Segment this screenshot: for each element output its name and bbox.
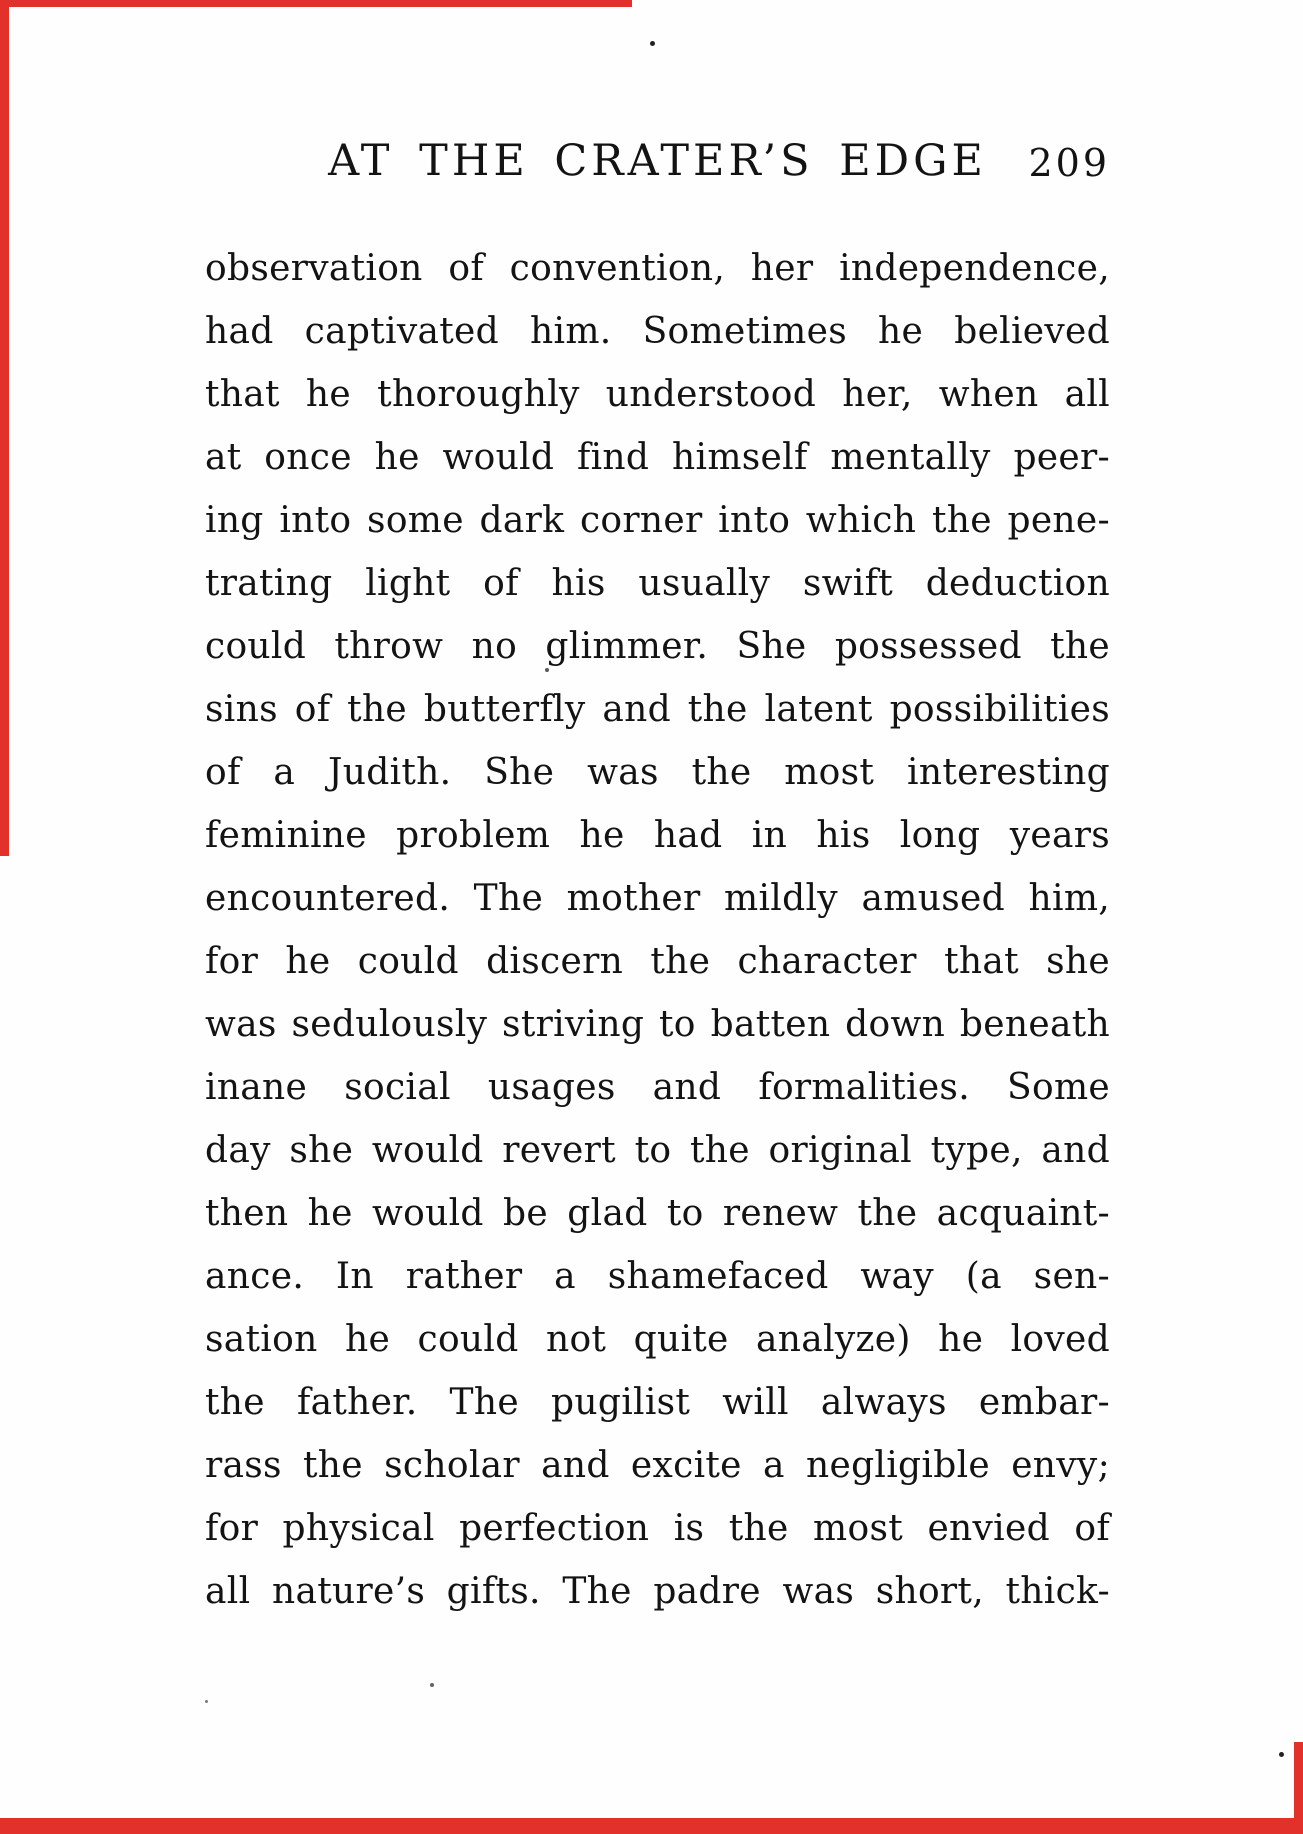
red-page-edge-right <box>1294 1742 1303 1834</box>
running-header <box>205 136 1110 200</box>
chapter-title: AT THE CRATER’S EDGE <box>328 136 987 186</box>
text-line: day she would revert to the original type, and <box>205 1130 1110 1171</box>
text-line: then he would be glad to renew the acquaint- <box>205 1193 1110 1234</box>
red-page-edge-bottom <box>0 1818 1303 1834</box>
text-line: of a Judith. She was the most interesting <box>205 752 1110 793</box>
text-line: had captivated him. Sometimes he believed <box>205 311 1110 352</box>
scan-speck <box>650 41 655 46</box>
text-line: for he could discern the character that she <box>205 941 1110 982</box>
text-line: at once he would find himself mentally peer- <box>205 437 1110 478</box>
text-line: ance. In rather a shamefaced way (a sen- <box>205 1256 1110 1297</box>
text-line: that he thoroughly understood her, when all <box>205 374 1110 415</box>
scan-speck <box>545 668 549 672</box>
text-line: feminine problem he had in his long years <box>205 815 1110 856</box>
body-text <box>205 237 1110 1623</box>
text-line: sins of the butterfly and the latent possibilities <box>205 689 1110 730</box>
scan-speck <box>1279 1752 1284 1757</box>
text-line: trating light of his usually swift deduction <box>205 563 1110 604</box>
text-line: inane social usages and formalities. Some <box>205 1067 1110 1108</box>
red-page-edge-left <box>0 0 9 856</box>
text-line: for physical perfection is the most envied of <box>205 1508 1110 1549</box>
text-line: was sedulously striving to batten down beneath <box>205 1004 1110 1045</box>
text-line: all nature’s gifts. The padre was short, thick- <box>205 1571 1110 1612</box>
page-number: 209 <box>1028 141 1110 185</box>
text-line: rass the scholar and excite a negligible envy; <box>205 1445 1110 1486</box>
text-line: the father. The pugilist will always embar- <box>205 1382 1110 1423</box>
text-line: sation he could not quite analyze) he loved <box>205 1319 1110 1360</box>
text-line: could throw no glimmer. She possessed the <box>205 626 1110 667</box>
scan-speck <box>430 1683 434 1687</box>
text-line: observation of convention, her independence, <box>205 248 1110 289</box>
text-line: encountered. The mother mildly amused him, <box>205 878 1110 919</box>
text-line: ing into some dark corner into which the pene- <box>205 500 1110 541</box>
scan-speck <box>205 1700 208 1703</box>
red-page-edge-top <box>0 0 632 7</box>
